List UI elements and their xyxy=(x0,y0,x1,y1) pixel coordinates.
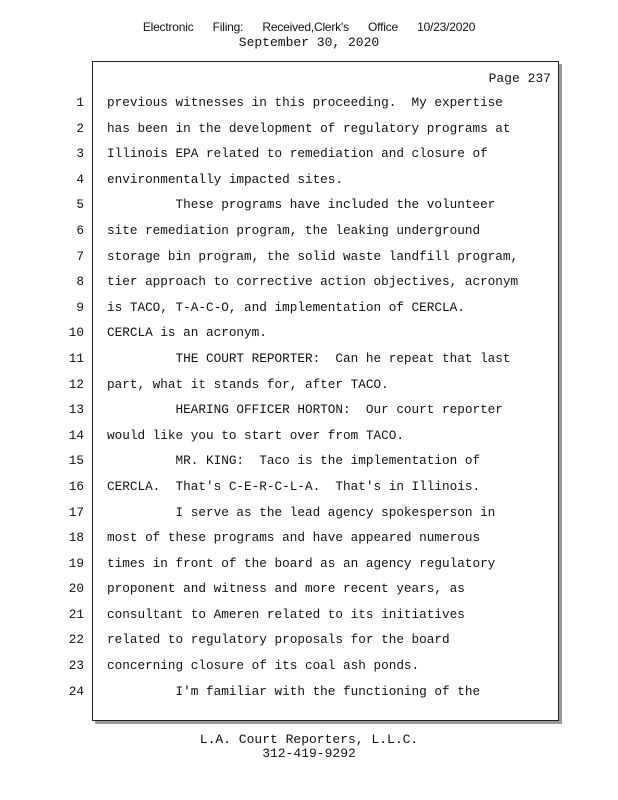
transcript-line xyxy=(0,141,560,167)
line-text: times in front of the board as an agency regulatory xyxy=(107,555,496,571)
line-number: 13 xyxy=(68,402,84,418)
line-text: consultant to Ameren related to its initiatives xyxy=(107,606,465,622)
transcript-line xyxy=(0,397,560,423)
line-number: 16 xyxy=(68,478,84,494)
transcript-date: September 30, 2020 xyxy=(238,35,380,50)
line-number: 18 xyxy=(68,530,84,546)
transcript-line xyxy=(0,448,560,474)
line-number: 21 xyxy=(68,606,84,622)
line-number: 9 xyxy=(76,299,84,315)
line-number: 4 xyxy=(76,171,84,187)
transcript-line xyxy=(0,320,560,346)
line-text: is TACO, T-A-C-O, and implementation of CERCLA. xyxy=(107,299,465,315)
transcript-line xyxy=(0,474,560,500)
footer xyxy=(0,733,618,761)
line-number: 12 xyxy=(68,376,84,392)
line-number: 17 xyxy=(68,504,84,520)
transcript-line xyxy=(0,525,560,551)
line-text: most of these programs and have appeared numerous xyxy=(107,530,481,546)
transcript-line xyxy=(0,244,560,270)
footer-phone: 312-419-9292 xyxy=(262,746,356,761)
line-number: 3 xyxy=(76,146,84,162)
filing-stamp-filing: Filing: xyxy=(212,20,244,34)
line-text: has been in the development of regulatory programs at xyxy=(107,120,511,136)
page-number: Page 237 xyxy=(488,71,551,86)
footer-company: L.A. Court Reporters, L.L.C. xyxy=(199,732,419,747)
transcript-line xyxy=(0,295,560,321)
line-number: 19 xyxy=(68,555,84,571)
transcript-line xyxy=(0,423,560,449)
line-text: tier approach to corrective action objectives, acronym xyxy=(107,274,519,290)
line-text: proponent and witness and more recent years, as xyxy=(107,581,465,597)
transcript-line xyxy=(0,269,560,295)
line-text: related to regulatory proposals for the board xyxy=(107,632,450,648)
transcript-line xyxy=(0,116,560,142)
line-number: 5 xyxy=(76,197,84,213)
line-text: These programs have included the volunteer xyxy=(107,197,496,213)
filing-stamp-date: 10/23/2020 xyxy=(417,20,476,34)
line-text: THE COURT REPORTER: Can he repeat that last xyxy=(107,350,511,366)
line-number: 7 xyxy=(76,248,84,264)
line-number: 6 xyxy=(76,222,84,238)
transcript-lines xyxy=(0,90,560,704)
line-text: HEARING OFFICER HORTON: Our court reporter xyxy=(107,402,503,418)
line-number: 1 xyxy=(76,95,84,110)
line-number: 15 xyxy=(68,453,84,469)
line-number: 8 xyxy=(76,274,84,290)
transcript-line xyxy=(0,627,560,653)
transcript-line xyxy=(0,500,560,526)
transcript-line xyxy=(0,576,560,602)
line-number: 14 xyxy=(68,427,84,443)
transcript-line xyxy=(0,192,560,218)
line-text: Illinois EPA related to remediation and closure of xyxy=(107,146,488,162)
line-text: site remediation program, the leaking underground xyxy=(107,222,481,238)
transcript-line xyxy=(0,551,560,577)
line-text: part, what it stands for, after TACO. xyxy=(107,376,389,392)
line-number: 20 xyxy=(68,581,84,597)
filing-stamp-received: Received,Clerk's xyxy=(262,20,349,34)
transcript-line xyxy=(0,346,560,372)
line-text: previous witnesses in this proceeding. My expertise xyxy=(107,95,503,110)
line-text: CERCLA is an acronym. xyxy=(107,325,267,341)
transcript-line xyxy=(0,602,560,628)
transcript-line xyxy=(0,167,560,193)
transcript-line xyxy=(0,218,560,244)
filing-stamp xyxy=(0,20,618,34)
filing-stamp-office: Office xyxy=(368,20,398,34)
line-number: 22 xyxy=(68,632,84,648)
transcript-line xyxy=(0,90,560,116)
line-number: 2 xyxy=(76,120,84,136)
line-text: MR. KING: Taco is the implementation of xyxy=(107,453,481,469)
line-number: 24 xyxy=(68,683,84,699)
line-text: would like you to start over from TACO. xyxy=(107,427,404,443)
line-number: 11 xyxy=(68,350,84,366)
filing-stamp-electronic: Electronic xyxy=(142,20,194,34)
line-text: I serve as the lead agency spokesperson in xyxy=(107,504,496,520)
line-text: I'm familiar with the functioning of the xyxy=(107,683,481,699)
line-number: 23 xyxy=(68,658,84,674)
line-text: environmentally impacted sites. xyxy=(107,171,344,187)
line-text: CERCLA. That's C-E-R-C-L-A. That's in Illinois. xyxy=(107,478,481,494)
line-number: 10 xyxy=(68,325,84,341)
line-text: concerning closure of its coal ash ponds. xyxy=(107,658,420,674)
transcript-line xyxy=(0,653,560,679)
transcript-line xyxy=(0,372,560,398)
transcript-line xyxy=(0,679,560,705)
line-text: storage bin program, the solid waste landfill program, xyxy=(107,248,519,264)
